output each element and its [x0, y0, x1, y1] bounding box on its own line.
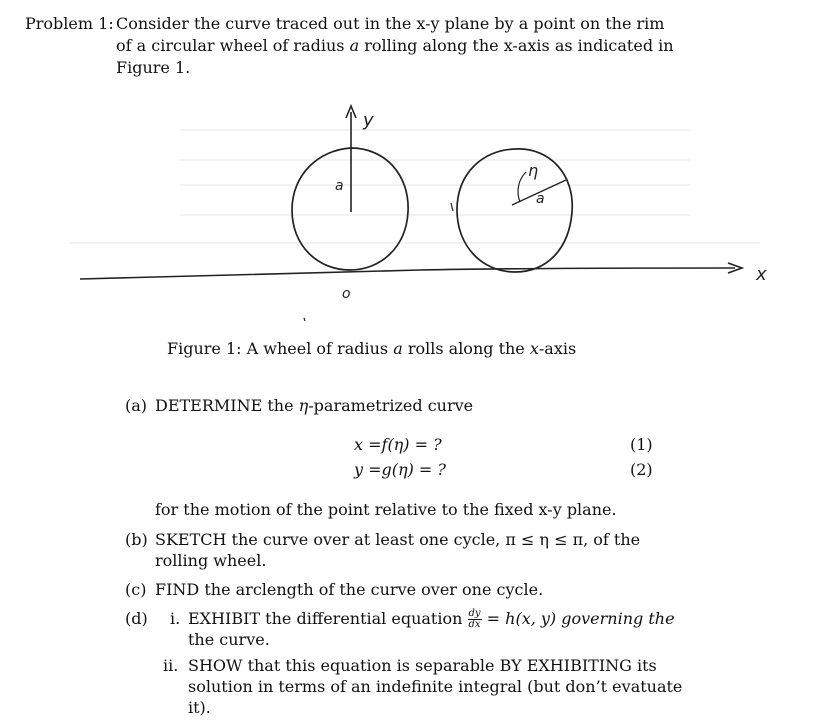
caption-pre: Figure 1: A wheel of radius	[167, 339, 394, 358]
part-a-text-pre: DETERMINE the	[155, 396, 299, 415]
dy-dx-fraction	[468, 609, 482, 630]
caption-var: a	[393, 339, 403, 358]
right-wheel-radius-label: a	[536, 191, 545, 207]
part-d-i-text-pre: EXHIBIT the differential equation	[188, 609, 468, 628]
angle-arc	[518, 172, 526, 202]
problem-label: Problem 1:	[25, 14, 114, 33]
x-axis-line	[80, 268, 735, 279]
part-d-label: (d)	[125, 609, 148, 628]
part-a-eta: η	[298, 396, 309, 415]
part-d-ii-line3: it).	[188, 698, 211, 717]
intro-line2-pre: of a circular wheel of radius	[116, 36, 350, 55]
part-b-line2: rolling wheel.	[155, 551, 267, 570]
part-c-label: (c)	[125, 580, 147, 599]
part-c-line1: FIND the arclength of the curve over one cycle.	[155, 580, 544, 599]
tick-mark	[451, 203, 453, 211]
problem-intro-line1: Consider the curve traced out in the x-y plane by a point on the rim	[116, 14, 665, 33]
part-d-i-line2: the curve.	[188, 630, 270, 649]
right-wheel-circle	[457, 149, 572, 272]
part-d-i-label: i.	[170, 609, 181, 628]
part-d-i-text	[188, 608, 675, 630]
equation-2-number: (2)	[630, 460, 653, 479]
tick-mark-2	[304, 318, 305, 321]
equation-2: y =g(η) = ?	[354, 460, 446, 479]
part-b-line1: SKETCH the curve over at least one cycle, π ≤ η ≤ π, of the	[155, 530, 641, 549]
part-d-ii-label: ii.	[163, 656, 179, 675]
part-a-after-text: for the motion of the point relative to the fixed x-y plane.	[155, 500, 617, 519]
part-d-ii-line1: SHOW that this equation is separable BY EXHIBITING its	[188, 656, 657, 675]
part-d-i-text-post: = h(x, y) governing the	[481, 609, 675, 628]
x-axis-label: x	[756, 264, 767, 285]
left-wheel-circle	[292, 148, 408, 270]
part-d-ii-line2: solution in terms of an indefinite integral (but don’t evatuate	[188, 677, 683, 696]
y-axis-label: y	[363, 110, 374, 131]
caption-post: -axis	[538, 339, 577, 358]
faint-paper-lines	[70, 130, 760, 243]
fraction-numerator: dy	[468, 608, 481, 619]
part-b-label: (b)	[125, 530, 148, 549]
left-wheel-radius-label: a	[335, 178, 344, 194]
radius-symbol: a	[349, 36, 360, 55]
figure-caption	[167, 338, 576, 359]
fraction-denominator: dx	[468, 619, 481, 630]
intro-line2-post: rolling along the x-axis as indicated in	[359, 36, 674, 55]
equation-1-number: (1)	[630, 435, 653, 454]
part-a-text	[155, 395, 473, 416]
eta-angle-label: η	[528, 161, 539, 180]
caption-axis: x	[529, 339, 539, 358]
caption-mid: rolls along the	[402, 339, 530, 358]
part-a-label: (a)	[125, 396, 148, 415]
wheel-figure	[0, 0, 821, 340]
part-a-text-post: -parametrized curve	[308, 396, 474, 415]
origin-label: o	[342, 286, 351, 302]
problem-intro-line3: Figure 1.	[116, 58, 191, 77]
equation-1: x =f(η) = ?	[354, 435, 442, 454]
